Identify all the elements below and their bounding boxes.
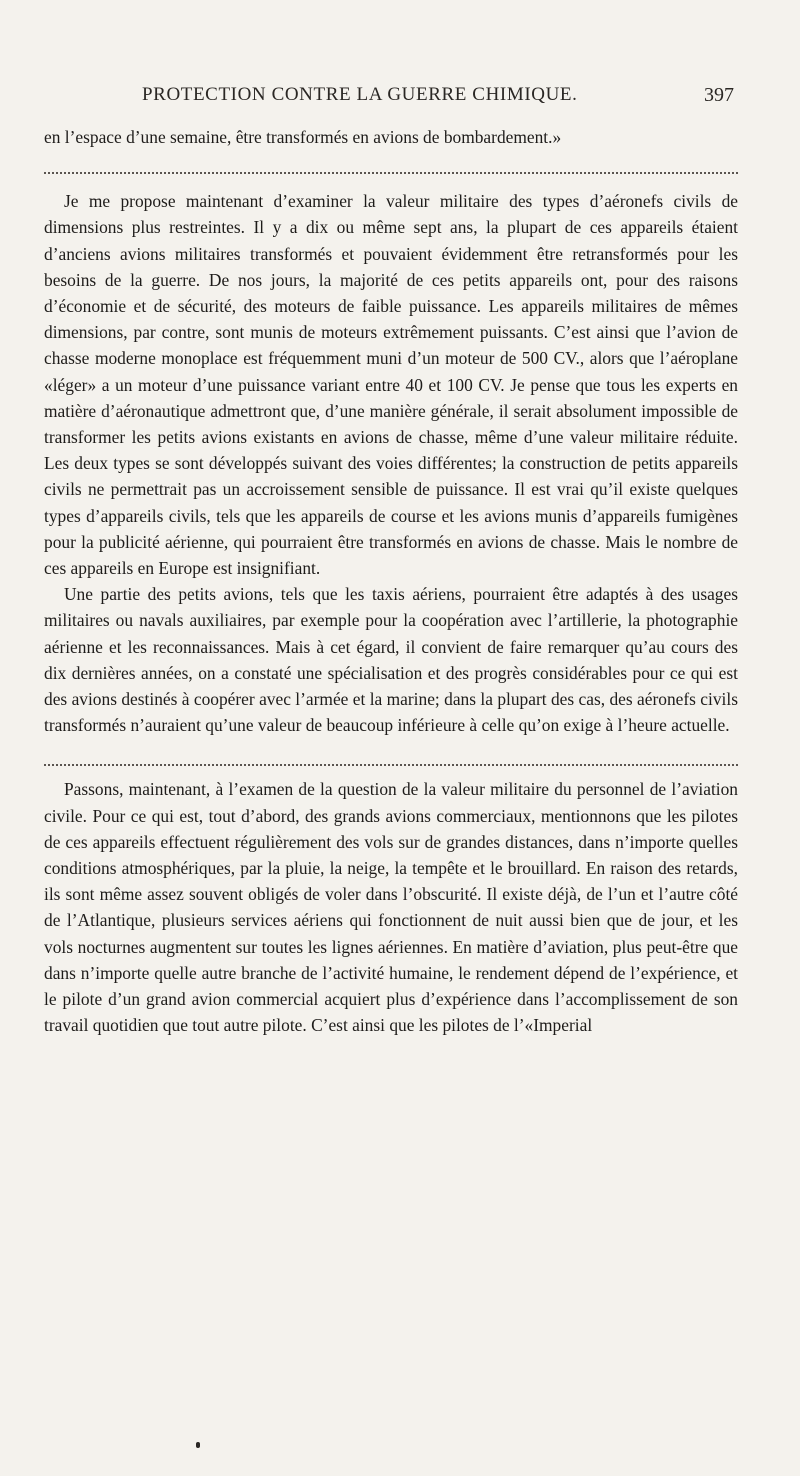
running-title: PROTECTION CONTRE LA GUERRE CHIMIQUE. xyxy=(142,84,578,105)
page-number: 397 xyxy=(704,84,734,106)
body-text xyxy=(44,124,738,1039)
running-head xyxy=(130,84,740,116)
paragraph-continuation: en l’espace d’une semaine, être transformés en avions de bombardement.» xyxy=(44,127,562,147)
paragraph: Je me propose maintenant d’examiner la valeur militaire des types d’aéronefs civils de dimensions plus restreintes. Il y a dix ou même sept ans, la plupart de ces appareils étaient d’anciens avions militaires transformés et pouvaient évidemment être retransformés pour les besoins de la guerre. De nos jours, la majorité de ces petits appareils ont, pour des raisons d’économie et de sécurité, des moteurs de faible puissance. Les appareils militaires de mêmes dimensions, par contre, sont munis de moteurs extrêmement puissants. C’est ainsi que l’avion de chasse moderne monoplace est fréquemment muni d’un moteur de 500 CV., alors que l’aéroplane «léger» a un moteur d’une puissance variant entre 40 et 100 CV. Je pense que tous les experts en matière d’aéronautique admettront que, d’une manière générale, il serait absolument impossible de transformer les petits avions existants en avions de chasse, même d’une valeur militaire réduite. Les deux types se sont développés suivant des voies différentes; la construction de petits appareils civils ne permettrait pas un accroissement sensible de puissance. Il est vrai qu’il existe quelques types d’appareils civils, tels que les appareils de course et les avions munis d’appareils fumigènes pour la publicité aérienne, qui pourraient être transformés en avions de chasse. Mais le nombre de ces appareils en Europe est insignifiant. xyxy=(44,191,738,579)
paragraph: Une partie des petits avions, tels que les taxis aériens, pourraient être adaptés à des usages militaires ou navals auxiliaires, par exemple pour la coopération avec l’artillerie, la photographie aérienne et les reconnaissances. Mais à cet égard, il convient de faire remarquer qu’au cours des dix dernières années, on a constaté une spécialisation et des progrès considérables pour ce qui est des avions destinés à coopérer avec l’armée et la marine; dans la plupart des cas, des aéronefs civils transformés n’auraient qu’une valeur de beaucoup inférieure à celle qu’on exige à l’heure actuelle. xyxy=(44,584,738,736)
dotted-separator xyxy=(44,142,738,174)
paragraph: Passons, maintenant, à l’examen de la question de la valeur militaire du personnel de l’aviation civile. Pour ce qui est, tout d’abord, des grands avions commerciaux, mentionnons que les pilotes de ces appareils effectuent régulièrement des vols sur de grandes distances, dans n’importe quelles conditions atmosphériques, par la pluie, la neige, la tempête et le brouillard. En raison des retards, ils sont même assez souvent obligés de voler dans l’obscurité. Il existe déjà, de l’un et l’autre côté de l’Atlantique, plusieurs services aériens qui fonctionnent de nuit aussi bien que de jour, et les vols nocturnes augmentent sur toutes les lignes aériennes. En matière d’aviation, plus peut-être que dans n’importe quelle autre branche de l’activité humaine, le rendement dépend de l’expérience, et le pilote d’un grand avion commercial acquiert plus d’expérience dans l’accomplissement de son travail quotidien que tout autre pilote. C’est ainsi que les pilotes de l’«Imperial xyxy=(44,779,738,1036)
dotted-separator xyxy=(44,734,738,766)
ink-speck xyxy=(196,1442,200,1448)
